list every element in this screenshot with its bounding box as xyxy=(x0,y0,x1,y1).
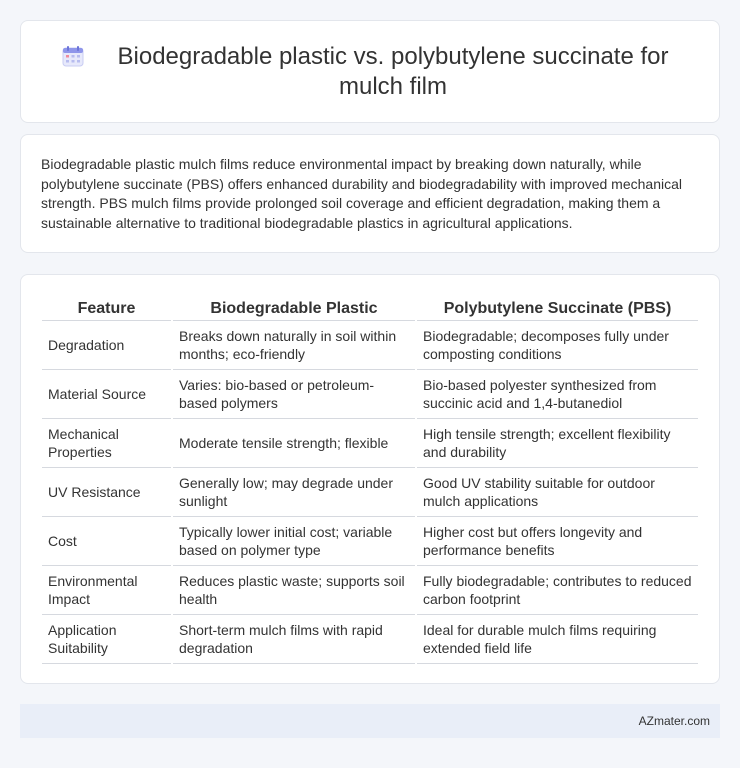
row-pbs: High tensile strength; excellent flexibility and durability xyxy=(416,418,698,467)
row-feature: Mechanical Properties xyxy=(42,418,172,467)
header-feature: Feature xyxy=(42,295,172,320)
table-row xyxy=(42,516,698,565)
summary-text: Biodegradable plastic mulch films reduce environmental impact by breaking down naturally, while polybutylene succinate (PBS) offers enhanced durability and biodegradability with improved mechanical strength. PBS mulch films provide prolonged soil coverage and efficient degradation, making them a sustainable alternative to traditional biodegradable plastics in agricultural applications. xyxy=(41,156,682,231)
table-row xyxy=(42,320,698,369)
calendar-icon xyxy=(61,44,85,68)
footer xyxy=(20,704,720,738)
row-feature: Environmental Impact xyxy=(42,565,172,614)
table-row xyxy=(42,467,698,516)
row-biodegradable-plastic: Moderate tensile strength; flexible xyxy=(172,418,416,467)
comparison-table xyxy=(42,295,698,664)
row-feature: Application Suitability xyxy=(42,614,172,663)
page-title: Biodegradable plastic vs. polybutylene succinate for mulch film xyxy=(117,42,669,100)
row-pbs: Good UV stability suitable for outdoor mulch applications xyxy=(416,467,698,516)
row-feature: Material Source xyxy=(42,369,172,418)
row-biodegradable-plastic: Short-term mulch films with rapid degradation xyxy=(172,614,416,663)
table-row xyxy=(42,418,698,467)
table-row xyxy=(42,614,698,663)
header-biodegradable-plastic: Biodegradable Plastic xyxy=(172,295,416,320)
summary-card xyxy=(20,134,720,253)
row-feature: UV Resistance xyxy=(42,467,172,516)
title-wrap xyxy=(61,42,679,102)
row-biodegradable-plastic: Varies: bio-based or petroleum-based polymers xyxy=(172,369,416,418)
table-row xyxy=(42,369,698,418)
table-header-row xyxy=(42,295,698,320)
row-biodegradable-plastic: Typically lower initial cost; variable based on polymer type xyxy=(172,516,416,565)
row-biodegradable-plastic: Breaks down naturally in soil within months; eco-friendly xyxy=(172,320,416,369)
footer-brand: AZmater.com xyxy=(638,714,710,728)
row-pbs: Biodegradable; decomposes fully under composting conditions xyxy=(416,320,698,369)
row-pbs: Ideal for durable mulch films requiring extended field life xyxy=(416,614,698,663)
header-pbs: Polybutylene Succinate (PBS) xyxy=(416,295,698,320)
row-pbs: Higher cost but offers longevity and performance benefits xyxy=(416,516,698,565)
row-biodegradable-plastic: Reduces plastic waste; supports soil health xyxy=(172,565,416,614)
title-card xyxy=(20,20,720,123)
row-pbs: Fully biodegradable; contributes to reduced carbon footprint xyxy=(416,565,698,614)
row-feature: Cost xyxy=(42,516,172,565)
row-feature: Degradation xyxy=(42,320,172,369)
table-row xyxy=(42,565,698,614)
comparison-table-card xyxy=(20,274,720,684)
row-pbs: Bio-based polyester synthesized from succinic acid and 1,4-butanediol xyxy=(416,369,698,418)
row-biodegradable-plastic: Generally low; may degrade under sunlight xyxy=(172,467,416,516)
